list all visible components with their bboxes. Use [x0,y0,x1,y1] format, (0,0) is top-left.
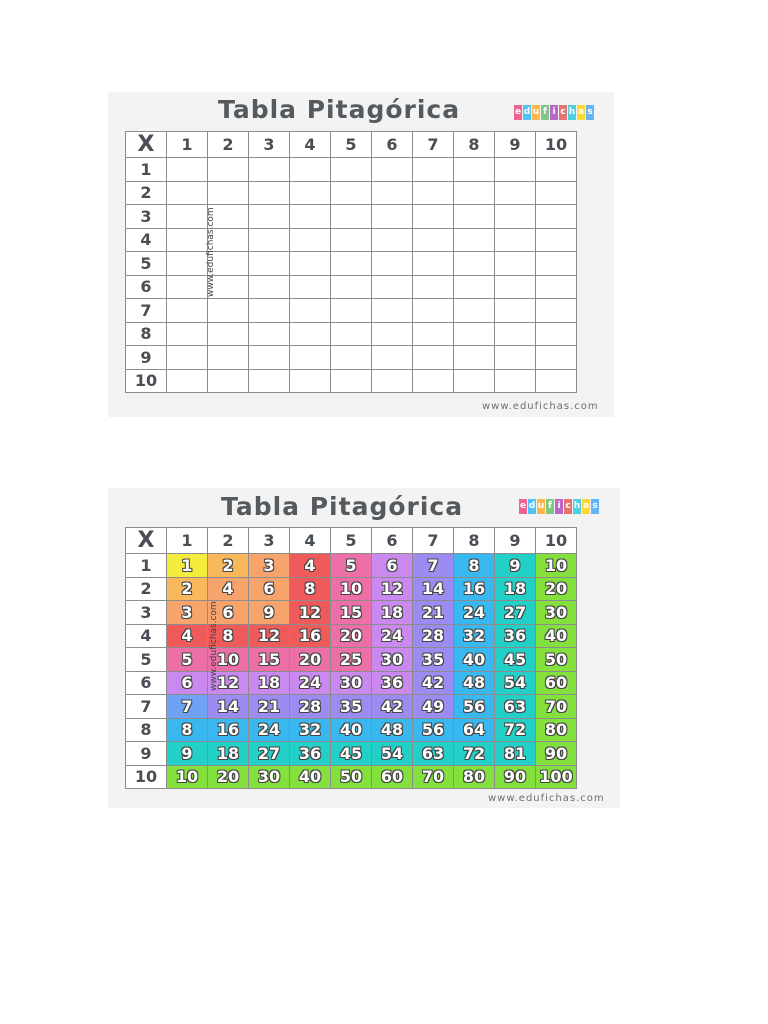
product-cell: 40 [290,765,331,789]
product-cell: 14 [208,695,249,719]
empty-cell [167,181,208,205]
column-header: 10 [536,132,577,158]
empty-cell [290,299,331,323]
empty-cell [167,369,208,393]
column-header: 7 [413,528,454,554]
table-row [126,601,577,625]
empty-cell [331,205,372,229]
product-cell: 9 [167,742,208,766]
product-cell: 16 [290,624,331,648]
empty-cell [249,322,290,346]
column-header: 8 [454,528,495,554]
empty-cell [454,158,495,182]
product-cell: 9 [249,601,290,625]
row-header: 5 [126,648,167,672]
empty-cell [536,252,577,276]
column-header: 7 [413,132,454,158]
empty-cell [495,322,536,346]
empty-cell [413,346,454,370]
product-cell: 20 [290,648,331,672]
column-header: 1 [167,132,208,158]
filled-multiplication-table [108,488,620,808]
empty-cell [331,228,372,252]
empty-cell [167,205,208,229]
product-cell: 6 [249,577,290,601]
table-row [126,742,577,766]
empty-cell [454,346,495,370]
edufichas-logo [519,499,599,514]
row-header: 2 [126,577,167,601]
table-row [126,671,577,695]
empty-cell [454,299,495,323]
empty-cell [495,252,536,276]
table-row [126,346,577,370]
product-cell: 8 [167,718,208,742]
empty-cell [249,181,290,205]
product-cell: 28 [290,695,331,719]
table-row [126,322,577,346]
empty-cell [290,322,331,346]
product-cell: 16 [454,577,495,601]
empty-cell [331,252,372,276]
row-header: 3 [126,205,167,229]
product-cell: 54 [495,671,536,695]
empty-cell [413,205,454,229]
row-header: 9 [126,346,167,370]
product-cell: 40 [331,718,372,742]
empty-cell [495,205,536,229]
table-row [126,299,577,323]
product-cell: 45 [495,648,536,672]
empty-cell [331,299,372,323]
empty-cell [454,228,495,252]
column-header: 4 [290,528,331,554]
product-cell: 10 [331,577,372,601]
empty-cell [290,228,331,252]
column-header: 9 [495,132,536,158]
product-cell: 8 [290,577,331,601]
logo-letter: e [519,499,527,514]
product-cell: 10 [167,765,208,789]
row-header: 3 [126,601,167,625]
empty-cell [208,369,249,393]
empty-cell [331,369,372,393]
row-header: 6 [126,671,167,695]
row-header: 10 [126,369,167,393]
product-cell: 16 [208,718,249,742]
product-cell: 80 [536,718,577,742]
product-cell: 32 [290,718,331,742]
product-cell: 3 [249,554,290,578]
product-cell: 90 [536,742,577,766]
empty-cell [454,369,495,393]
empty-cell [495,346,536,370]
empty-cell [372,158,413,182]
product-cell: 30 [536,601,577,625]
row-header: 7 [126,695,167,719]
product-cell: 4 [167,624,208,648]
blank-multiplication-worksheet [108,92,614,417]
product-cell: 48 [372,718,413,742]
product-cell: 72 [454,742,495,766]
product-cell: 28 [413,624,454,648]
column-header: 10 [536,528,577,554]
product-cell: 25 [331,648,372,672]
empty-cell [372,369,413,393]
empty-cell [208,158,249,182]
product-cell: 80 [454,765,495,789]
product-cell: 10 [536,554,577,578]
empty-cell [495,181,536,205]
empty-cell [536,346,577,370]
product-cell: 6 [372,554,413,578]
empty-cell [249,369,290,393]
product-cell: 42 [413,671,454,695]
logo-letter: i [555,499,563,514]
column-header: 3 [249,132,290,158]
product-cell: 63 [495,695,536,719]
logo-letter: f [546,499,554,514]
watermark-vertical: www.edufichas.com [209,601,219,691]
empty-cell [331,346,372,370]
product-cell: 30 [372,648,413,672]
empty-cell [413,158,454,182]
corner-x-label: X [126,528,167,554]
product-cell: 4 [208,577,249,601]
empty-cell [249,228,290,252]
product-cell: 60 [536,671,577,695]
table-row [126,765,577,789]
empty-cell [495,158,536,182]
header-row [126,528,577,554]
product-cell: 30 [331,671,372,695]
edufichas-logo [514,105,594,120]
product-cell: 3 [167,601,208,625]
empty-cell [536,275,577,299]
product-cell: 12 [290,601,331,625]
table-row [126,648,577,672]
product-cell: 36 [290,742,331,766]
logo-letter: h [568,105,576,120]
empty-cell [413,275,454,299]
column-header: 5 [331,528,372,554]
product-cell: 70 [536,695,577,719]
product-cell: 21 [413,601,454,625]
empty-cell [249,205,290,229]
empty-cell [372,275,413,299]
empty-cell [536,322,577,346]
product-cell: 24 [290,671,331,695]
product-cell: 2 [167,577,208,601]
product-cell: 56 [413,718,454,742]
product-cell: 21 [249,695,290,719]
column-header: 6 [372,132,413,158]
logo-letter: a [582,499,590,514]
empty-cell [454,181,495,205]
logo-letter: i [550,105,558,120]
row-header: 2 [126,181,167,205]
product-cell: 8 [208,624,249,648]
empty-cell [495,369,536,393]
product-cell: 64 [454,718,495,742]
empty-cell [372,322,413,346]
empty-cell [454,205,495,229]
empty-cell [208,299,249,323]
empty-cell [290,158,331,182]
row-header: 6 [126,275,167,299]
logo-letter: s [591,499,599,514]
empty-cell [536,299,577,323]
column-header: 6 [372,528,413,554]
empty-cell [536,158,577,182]
empty-cell [372,228,413,252]
logo-letter: d [523,105,531,120]
product-cell: 12 [372,577,413,601]
row-header: 1 [126,554,167,578]
blank-multiplication-grid [125,131,577,393]
product-cell: 35 [331,695,372,719]
product-cell: 5 [331,554,372,578]
empty-cell [331,181,372,205]
table-row [126,554,577,578]
empty-cell [249,299,290,323]
empty-cell [249,346,290,370]
product-cell: 10 [208,648,249,672]
product-cell: 40 [454,648,495,672]
product-cell: 7 [167,695,208,719]
empty-cell [167,346,208,370]
row-header: 8 [126,718,167,742]
empty-cell [167,158,208,182]
logo-letter: e [514,105,522,120]
product-cell: 14 [413,577,454,601]
empty-cell [413,181,454,205]
empty-cell [372,346,413,370]
empty-cell [372,252,413,276]
product-cell: 12 [249,624,290,648]
product-cell: 54 [372,742,413,766]
logo-letter: a [577,105,585,120]
footer-url: www.edufichas.com [488,793,605,804]
column-header: 4 [290,132,331,158]
empty-cell [454,252,495,276]
empty-cell [536,181,577,205]
product-cell: 18 [495,577,536,601]
footer-url: www.edufichas.com [482,401,599,412]
product-cell: 100 [536,765,577,789]
column-header: 8 [454,132,495,158]
watermark-vertical: www.edufichas.com [206,207,216,297]
logo-letter: s [586,105,594,120]
empty-cell [290,346,331,370]
empty-cell [167,228,208,252]
column-header: 5 [331,132,372,158]
corner-x-label: X [126,132,167,158]
empty-cell [290,181,331,205]
product-cell: 60 [372,765,413,789]
colored-multiplication-grid [125,527,577,789]
product-cell: 5 [167,648,208,672]
empty-cell [167,322,208,346]
empty-cell [167,275,208,299]
empty-cell [454,275,495,299]
product-cell: 18 [208,742,249,766]
product-cell: 9 [495,554,536,578]
product-cell: 2 [208,554,249,578]
product-cell: 48 [454,671,495,695]
empty-cell [290,205,331,229]
table-row [126,624,577,648]
product-cell: 27 [495,601,536,625]
empty-cell [413,228,454,252]
empty-cell [208,346,249,370]
logo-letter: u [537,499,545,514]
row-header: 4 [126,624,167,648]
product-cell: 8 [454,554,495,578]
product-cell: 20 [331,624,372,648]
column-header: 3 [249,528,290,554]
logo-letter: c [564,499,572,514]
empty-cell [495,275,536,299]
empty-cell [249,252,290,276]
empty-cell [208,181,249,205]
product-cell: 32 [454,624,495,648]
empty-cell [495,228,536,252]
empty-cell [536,369,577,393]
empty-cell [413,252,454,276]
empty-cell [372,205,413,229]
product-cell: 50 [331,765,372,789]
empty-cell [454,322,495,346]
product-cell: 90 [495,765,536,789]
table-row [126,577,577,601]
empty-cell [167,299,208,323]
table-row [126,275,577,299]
empty-cell [372,181,413,205]
product-cell: 42 [372,695,413,719]
row-header: 5 [126,252,167,276]
product-cell: 63 [413,742,454,766]
product-cell: 56 [454,695,495,719]
table-row [126,369,577,393]
logo-letter: d [528,499,536,514]
product-cell: 6 [208,601,249,625]
product-cell: 35 [413,648,454,672]
empty-cell [536,205,577,229]
product-cell: 36 [495,624,536,648]
product-cell: 40 [536,624,577,648]
row-header: 7 [126,299,167,323]
worksheet-title: Tabla Pitagórica [218,95,461,124]
column-header: 1 [167,528,208,554]
empty-cell [413,299,454,323]
empty-cell [536,228,577,252]
empty-cell [208,322,249,346]
logo-letter: h [573,499,581,514]
empty-cell [331,275,372,299]
product-cell: 15 [331,601,372,625]
column-header: 2 [208,132,249,158]
empty-cell [495,299,536,323]
product-cell: 20 [208,765,249,789]
product-cell: 6 [167,671,208,695]
logo-letter: u [532,105,540,120]
header-row [126,132,577,158]
column-header: 2 [208,528,249,554]
product-cell: 24 [372,624,413,648]
table-row [126,181,577,205]
empty-cell [249,275,290,299]
product-cell: 72 [495,718,536,742]
empty-cell [290,252,331,276]
product-cell: 45 [331,742,372,766]
table-row [126,158,577,182]
row-header: 4 [126,228,167,252]
empty-cell [331,158,372,182]
product-cell: 24 [454,601,495,625]
product-cell: 81 [495,742,536,766]
product-cell: 18 [372,601,413,625]
product-cell: 7 [413,554,454,578]
empty-cell [167,252,208,276]
product-cell: 36 [372,671,413,695]
row-header: 10 [126,765,167,789]
table-row [126,205,577,229]
product-cell: 27 [249,742,290,766]
product-cell: 70 [413,765,454,789]
table-title: Tabla Pitagórica [221,492,464,521]
table-row [126,252,577,276]
empty-cell [413,322,454,346]
product-cell: 50 [536,648,577,672]
empty-cell [290,275,331,299]
table-row [126,695,577,719]
table-row [126,718,577,742]
product-cell: 24 [249,718,290,742]
empty-cell [331,322,372,346]
product-cell: 18 [249,671,290,695]
table-row [126,228,577,252]
row-header: 9 [126,742,167,766]
product-cell: 1 [167,554,208,578]
row-header: 1 [126,158,167,182]
row-header: 8 [126,322,167,346]
product-cell: 12 [208,671,249,695]
empty-cell [249,158,290,182]
product-cell: 20 [536,577,577,601]
logo-letter: c [559,105,567,120]
product-cell: 49 [413,695,454,719]
empty-cell [413,369,454,393]
empty-cell [372,299,413,323]
product-cell: 15 [249,648,290,672]
product-cell: 30 [249,765,290,789]
logo-letter: f [541,105,549,120]
empty-cell [290,369,331,393]
column-header: 9 [495,528,536,554]
product-cell: 4 [290,554,331,578]
